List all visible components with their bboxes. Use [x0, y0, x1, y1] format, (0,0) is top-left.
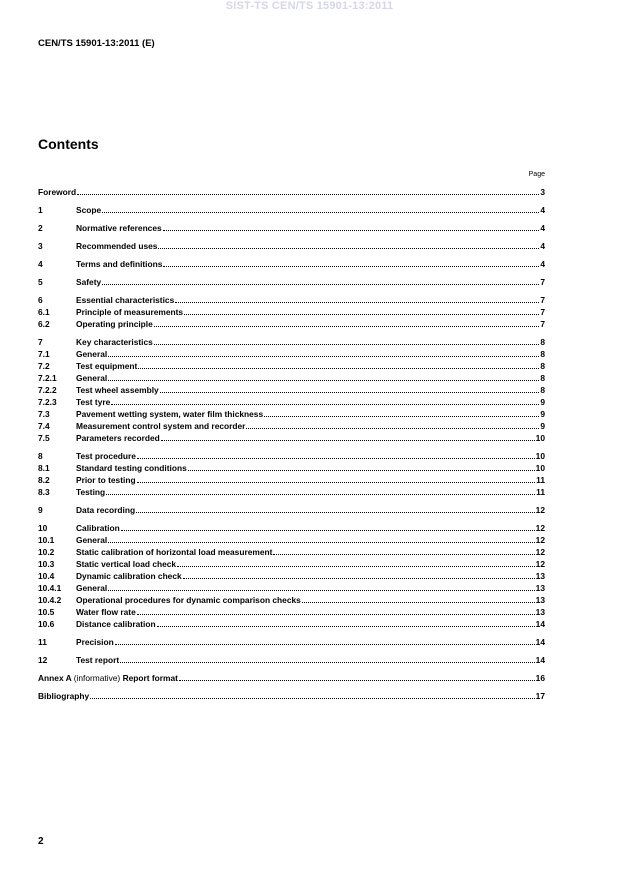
toc-entry-number: 10.6 [38, 619, 55, 629]
toc-entry-page: 8 [540, 337, 545, 347]
toc-entry-number: 10.4 [38, 571, 55, 581]
toc-entry-title-text: Static calibration of horizontal load measurement [76, 547, 273, 557]
toc-entry-page: 4 [540, 241, 545, 251]
toc-entry-title [76, 450, 136, 462]
toc-entry-title-text: Principle of measurements [76, 307, 184, 317]
toc-entry-title-text: Precision [76, 637, 114, 647]
toc-leader-dots [160, 384, 540, 393]
toc-entry[interactable] [38, 360, 545, 372]
toc-entry-title-suffix: Report format [122, 673, 178, 683]
toc-entry-number: 12 [38, 655, 48, 665]
toc-entry-title-text: Parameters recorded [76, 433, 160, 443]
toc-leader-dots [154, 336, 540, 345]
toc-entry-title-text: General [76, 349, 108, 359]
toc-entry[interactable] [38, 636, 545, 648]
toc-entry-title [76, 258, 162, 270]
toc-entry-page: 13 [535, 583, 545, 593]
toc-entry-title-text: Key characteristics [76, 337, 153, 347]
toc-entry-page: 13 [535, 607, 545, 617]
toc-entry[interactable] [38, 372, 545, 384]
toc-leader-dots [184, 306, 539, 315]
toc-entry-title-text: General [76, 535, 108, 545]
toc-entry-title-text: Operating principle [76, 319, 153, 329]
toc-entry-title [76, 558, 176, 570]
toc-entry-number: 8.1 [38, 463, 50, 473]
toc-entry-number: 2 [38, 223, 43, 233]
toc-leader-dots [137, 450, 535, 459]
page-number: 2 [38, 836, 44, 847]
toc-entry-title-text: Test procedure [76, 451, 136, 461]
toc-entry-title [76, 504, 135, 516]
toc-leader-dots [264, 408, 539, 417]
toc-entry-title-text: Distance calibration [76, 619, 156, 629]
toc-entry-title [76, 546, 272, 558]
toc-entry-page: 4 [540, 223, 545, 233]
toc-entry-page: 17 [535, 691, 545, 701]
toc-entry-title-text: Dynamic calibration check [76, 571, 182, 581]
toc-entry-page: 4 [540, 205, 545, 215]
toc-entry-title-text: Annex A [38, 673, 72, 683]
toc-entry-title-text: Water flow rate [76, 607, 136, 617]
toc-entry-title [76, 222, 162, 234]
toc-leader-dots [136, 504, 535, 513]
toc-entry-title [76, 582, 107, 594]
toc-leader-dots [273, 546, 534, 555]
toc-entry-number: 7.2 [38, 361, 50, 371]
toc-entry-title [76, 420, 245, 432]
toc-entry-page: 13 [535, 571, 545, 581]
toc-entry-number: 7.3 [38, 409, 50, 419]
toc-entry-page: 8 [540, 373, 545, 383]
toc-entry-page: 12 [535, 505, 545, 515]
toc-leader-dots [111, 396, 539, 405]
toc-entry-page: 7 [540, 307, 545, 317]
toc-entry-number: 10 [38, 523, 48, 533]
toc-entry[interactable] [38, 420, 545, 432]
toc-entry-page: 9 [540, 397, 545, 407]
toc-entry-title [76, 396, 110, 408]
toc-entry-title [38, 672, 178, 684]
toc-entry-title-text: Operational procedures for dynamic comparison checks [76, 595, 301, 605]
toc-leader-dots [183, 570, 535, 579]
page-title: Contents [38, 136, 99, 152]
toc-entry-page: 10 [535, 433, 545, 443]
toc-entry[interactable] [38, 582, 545, 594]
toc-entry-title-text: Normative references [76, 223, 162, 233]
toc-entry-title-text: Scope [76, 205, 102, 215]
toc-entry-page: 13 [535, 595, 545, 605]
toc-entry-title [76, 306, 183, 318]
toc-entry-number: 10.4.1 [38, 583, 62, 593]
toc-entry[interactable] [38, 276, 545, 288]
toc-entry[interactable] [38, 474, 545, 486]
toc-entry-page: 12 [535, 547, 545, 557]
toc-entry-title [76, 522, 120, 534]
toc-entry-title [76, 360, 137, 372]
toc-entry-title [76, 294, 174, 306]
toc-entry-title [38, 186, 76, 198]
toc-entry[interactable] [38, 348, 545, 360]
toc-entry-title-text: Data recording [76, 505, 136, 515]
toc-entry-number: 8.2 [38, 475, 50, 485]
toc-leader-dots [120, 654, 535, 663]
toc-entry[interactable] [38, 384, 545, 396]
toc-entry-number: 8 [38, 451, 43, 461]
toc-entry[interactable] [38, 546, 545, 558]
toc-entry[interactable] [38, 690, 545, 702]
toc-entry-number: 10.1 [38, 535, 55, 545]
toc-entry-number: 11 [38, 637, 47, 647]
toc-entry-title [76, 636, 114, 648]
toc-entry-title [76, 384, 159, 396]
toc-entry[interactable] [38, 240, 545, 252]
toc-entry-page: 12 [535, 535, 545, 545]
toc-leader-dots [302, 594, 535, 603]
toc-entry-page: 8 [540, 349, 545, 359]
toc-entry-title [76, 348, 107, 360]
toc-entry[interactable] [38, 408, 545, 420]
toc-entry-title [76, 204, 101, 216]
toc-entry[interactable] [38, 396, 545, 408]
toc-entry-page: 14 [535, 619, 545, 629]
toc-entry[interactable] [38, 336, 545, 348]
toc-entry-title-text: Recommended uses [76, 241, 158, 251]
toc-entry-page: 7 [540, 319, 545, 329]
toc-entry-title-text: General [76, 373, 108, 383]
toc-entry[interactable] [38, 306, 545, 318]
toc-entry-number: 6 [38, 295, 43, 305]
toc-entry-title-text: Foreword [38, 187, 77, 197]
toc-entry-title [76, 408, 263, 420]
toc-entry-page: 11 [536, 487, 545, 497]
toc-entry[interactable] [38, 558, 545, 570]
toc-entry[interactable] [38, 462, 545, 474]
toc-entry-number: 7 [38, 337, 43, 347]
toc-entry-title-text: Standard testing conditions [76, 463, 187, 473]
toc-leader-dots [108, 372, 539, 381]
toc-entry-page: 11 [536, 475, 545, 485]
toc-entry-number: 1 [38, 205, 43, 215]
toc-entry-number: 10.2 [38, 547, 55, 557]
toc-entry-title [76, 372, 107, 384]
toc-entry[interactable] [38, 672, 545, 684]
toc-entry[interactable] [38, 570, 545, 582]
toc-entry-number: 5 [38, 277, 43, 287]
toc-leader-dots [163, 222, 540, 231]
toc-leader-dots [137, 474, 536, 483]
toc-entry-page: 10 [535, 451, 545, 461]
toc-entry-title-text: Testing [76, 487, 106, 497]
toc-leader-dots [137, 606, 535, 615]
toc-entry-number: 6.1 [38, 307, 50, 317]
toc-leader-dots [177, 558, 535, 567]
toc-entry-number: 7.2.1 [38, 373, 57, 383]
toc-entry-title-text: Prior to testing [76, 475, 136, 485]
watermark: SIST-TS CEN/TS 15901-13:2011 [225, 0, 394, 12]
toc-entry-number: 7.1 [38, 349, 50, 359]
toc-leader-dots [102, 276, 539, 285]
toc-entry-page: 10 [535, 463, 545, 473]
toc-entry-number: 9 [38, 505, 43, 515]
toc-leader-dots [108, 348, 539, 357]
toc-leader-dots [246, 420, 539, 429]
toc-entry-title-text: Bibliography [38, 691, 90, 701]
toc-entry-title [76, 570, 182, 582]
toc-entry-title-text: Test wheel assembly [76, 385, 159, 395]
toc-entry[interactable] [38, 504, 545, 516]
toc-entry-title [76, 336, 153, 348]
toc-entry-title [76, 318, 153, 330]
toc-entry[interactable] [38, 654, 545, 666]
toc-entry[interactable] [38, 522, 545, 534]
toc-entry-number: 10.3 [38, 559, 55, 569]
toc-entry-title [76, 474, 136, 486]
toc-entry-page: 4 [540, 259, 545, 269]
toc-leader-dots [106, 486, 535, 495]
toc-entry-number: 10.5 [38, 607, 55, 617]
toc-entry-title-text: Measurement control system and recorder [76, 421, 246, 431]
document-id: CEN/TS 15901-13:2011 (E) [38, 38, 155, 49]
toc-entry-page: 9 [540, 409, 545, 419]
toc-entry[interactable] [38, 618, 545, 630]
toc-entry[interactable] [38, 606, 545, 618]
toc-leader-dots [163, 258, 539, 267]
toc-entry-number: 10.4.2 [38, 595, 62, 605]
toc-entry-title-text: Static vertical load check [76, 559, 177, 569]
toc-entry-title-text: Calibration [76, 523, 120, 533]
toc-leader-dots [138, 360, 539, 369]
toc-entry[interactable] [38, 594, 545, 606]
toc-leader-dots [175, 294, 539, 303]
toc-leader-dots [188, 462, 535, 471]
toc-entry[interactable] [38, 486, 545, 498]
toc-entry-title [76, 618, 156, 630]
toc-leader-dots [121, 522, 535, 531]
toc-entry-page: 16 [535, 673, 545, 683]
toc-entry-title-text: General [76, 583, 108, 593]
toc-entry-title [76, 276, 101, 288]
toc-leader-dots [158, 240, 539, 249]
toc-entry[interactable] [38, 204, 545, 216]
page-column-label: Page [528, 171, 545, 178]
toc-entry-page: 7 [540, 295, 545, 305]
toc-entry-title-text: Essential characteristics [76, 295, 175, 305]
toc-entry[interactable] [38, 258, 545, 270]
toc-leader-dots [77, 186, 539, 195]
toc-entry-number: 7.4 [38, 421, 50, 431]
table-of-contents [38, 186, 545, 702]
toc-entry-page: 7 [540, 277, 545, 287]
toc-entry[interactable] [38, 294, 545, 306]
toc-entry[interactable] [38, 534, 545, 546]
toc-entry[interactable] [38, 186, 545, 198]
toc-entry-title-text: Test equipment [76, 361, 138, 371]
toc-entry[interactable] [38, 222, 545, 234]
toc-entry-page: 14 [535, 655, 545, 665]
toc-entry-title [76, 462, 187, 474]
toc-entry-title [76, 654, 119, 666]
toc-entry-page: 12 [535, 523, 545, 533]
toc-leader-dots [157, 618, 535, 627]
toc-entry-page: 12 [535, 559, 545, 569]
toc-leader-dots [108, 534, 534, 543]
toc-entry-title-text: Test tyre [76, 397, 111, 407]
toc-entry-title [38, 690, 89, 702]
toc-leader-dots [90, 690, 534, 699]
toc-entry[interactable] [38, 450, 545, 462]
toc-entry-number: 7.5 [38, 433, 50, 443]
toc-entry-title [76, 606, 136, 618]
toc-entry[interactable] [38, 318, 545, 330]
toc-entry-page: 8 [540, 385, 545, 395]
toc-entry-title [76, 240, 157, 252]
toc-entry-page: 3 [540, 187, 545, 197]
toc-entry-title-text: Terms and definitions [76, 259, 163, 269]
toc-leader-dots [115, 636, 535, 645]
toc-leader-dots [161, 432, 535, 441]
toc-entry-title [76, 486, 105, 498]
toc-leader-dots [179, 672, 535, 681]
toc-entry-number: 7.2.3 [38, 397, 57, 407]
toc-leader-dots [154, 318, 540, 327]
toc-entry-number: 4 [38, 259, 43, 269]
toc-entry-title [76, 594, 301, 606]
toc-entry-title [76, 534, 107, 546]
toc-entry-number: 7.2.2 [38, 385, 57, 395]
toc-entry-number: 8.3 [38, 487, 50, 497]
toc-entry-number: 6.2 [38, 319, 50, 329]
toc-entry-page: 14 [535, 637, 545, 647]
toc-entry[interactable] [38, 432, 545, 444]
toc-entry-title-text: Pavement wetting system, water film thickness [76, 409, 264, 419]
toc-entry-title-note: (informative) [73, 673, 121, 683]
toc-leader-dots [108, 582, 534, 591]
toc-entry-title [76, 432, 160, 444]
toc-entry-number: 3 [38, 241, 43, 251]
toc-entry-title-text: Test report [76, 655, 120, 665]
toc-entry-page: 9 [540, 421, 545, 431]
toc-entry-page: 8 [540, 361, 545, 371]
toc-entry-title-text: Safety [76, 277, 102, 287]
toc-leader-dots [102, 204, 539, 213]
